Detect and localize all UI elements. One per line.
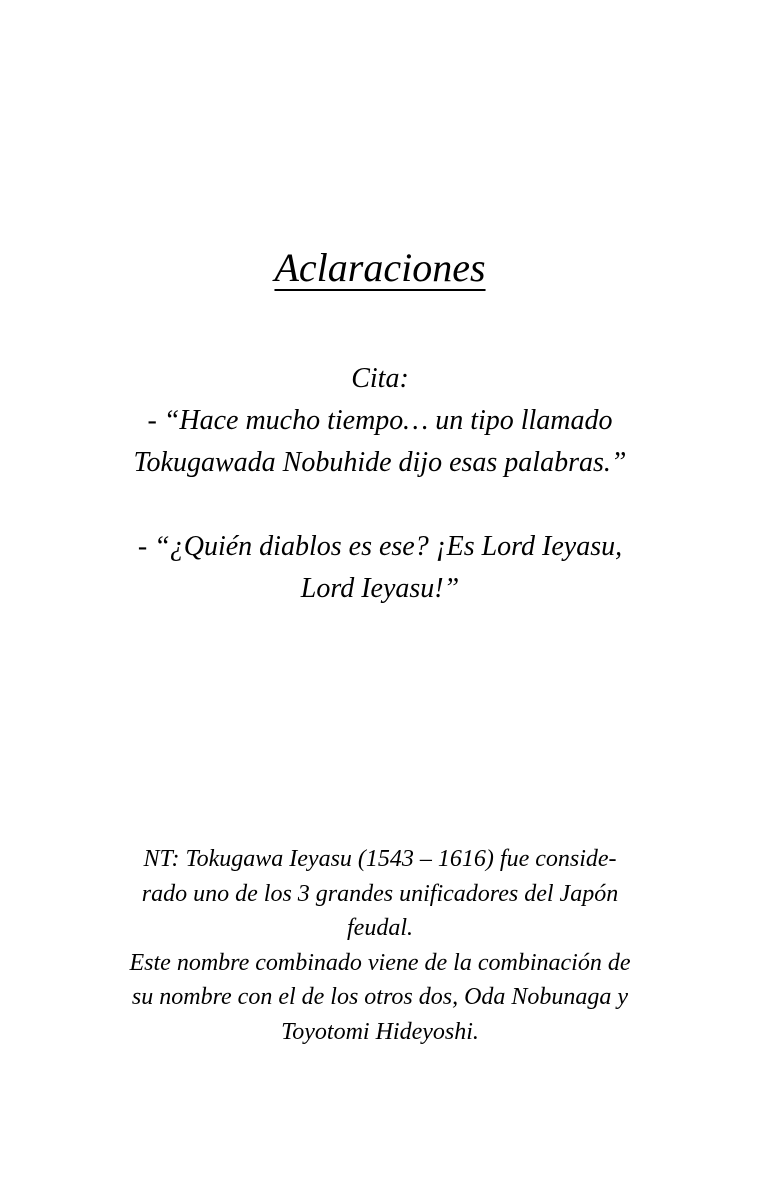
quote-line: Tokugawada Nobuhide dijo esas palabras.” (133, 447, 627, 478)
translator-note (60, 842, 700, 1049)
note-line: su nombre con el de los otros dos, Oda Nobunaga y (131, 984, 629, 1010)
quote-label: Cita: (351, 363, 409, 394)
title-text: Aclaraciones (274, 245, 486, 290)
note-line: Este nombre combinado viene de la combinación de (129, 949, 631, 976)
quote-block (60, 358, 700, 610)
note-line: rado uno de los 3 grandes unificadores del Japón (141, 880, 619, 907)
note-line: feudal. (347, 915, 413, 941)
page-title (0, 240, 760, 296)
quote-line: Lord Ieyasu!” (300, 573, 460, 604)
note-line: NT: Tokugawa Ieyasu (1543 – 1616) fue conside- (143, 846, 617, 872)
quote-line: - “Hace mucho tiempo… un tipo llamado (147, 405, 613, 436)
quote-line: - “¿Quién diablos es ese? ¡Es Lord Ieyasu, (137, 531, 623, 562)
paragraph-gap (60, 484, 700, 526)
note-line: Toyotomi Hideyoshi. (281, 1018, 479, 1045)
